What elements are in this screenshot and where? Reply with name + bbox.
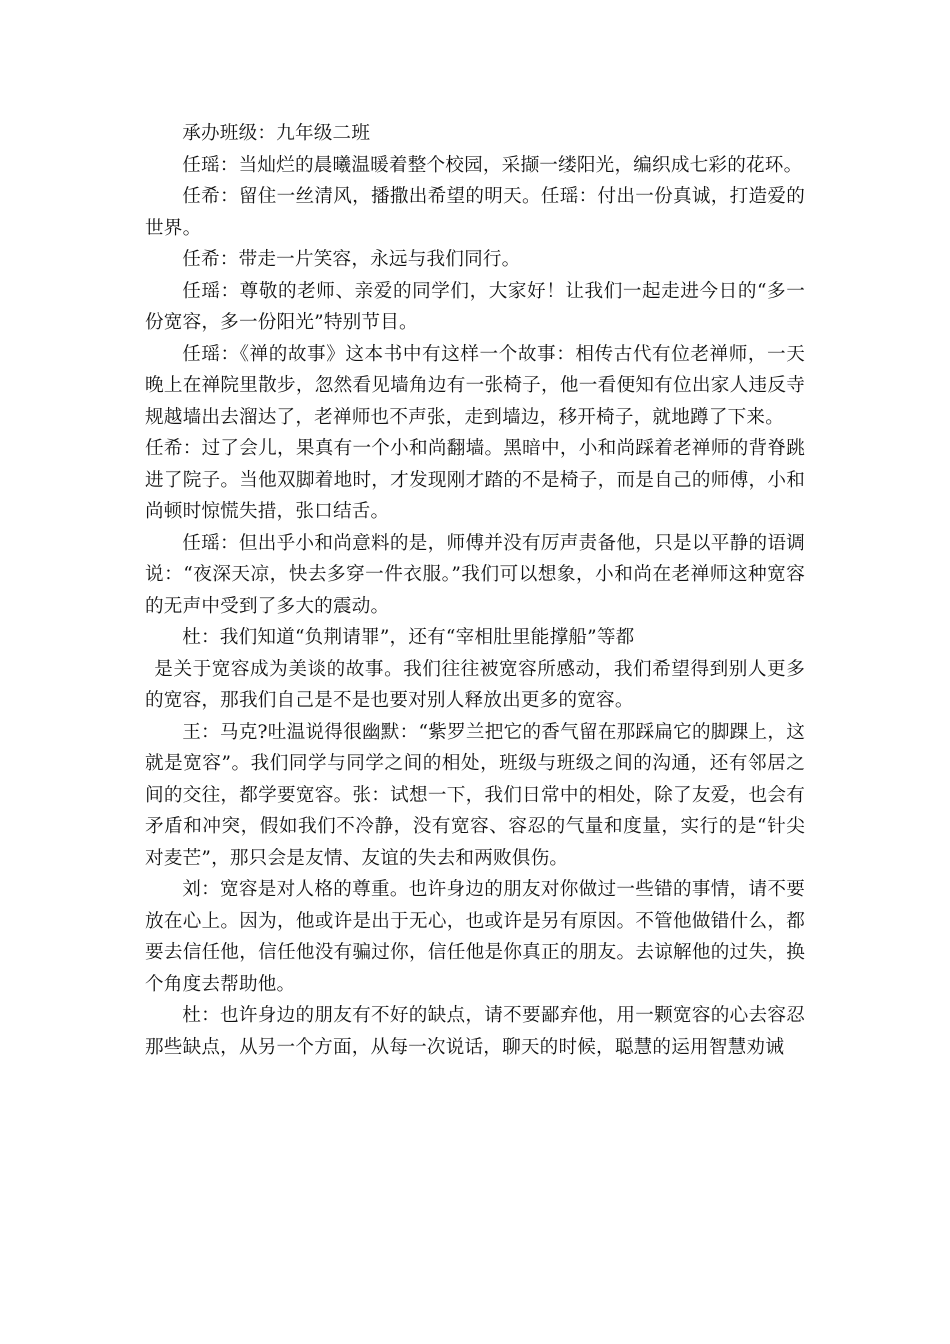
paragraph: 杜：我们知道“负荆请罪”，还有“宰相肚里能撑船”等都 xyxy=(182,627,635,648)
paragraph: 任希：过了会儿，果真有一个小和尚翻墙。黑暗中，小和尚踩着老禅师的背脊跳进了院子。当他双脚着地时，才发现刚才踏的不是椅子，而是自己的师傅，小和尚顿时惊慌失措，张口结舌。 xyxy=(145,438,805,522)
paragraph: 任瑶：《禅的故事》这本书中有这样一个故事：相传古代有位老禅师，一天晚上在禅院里散步，忽然看见墙角边有一张椅子，他一看便知有位出家人违反寺规越墙出去溜达了，老禅师也不声张，走到墙边，移开椅子，就地蹲了下来。 xyxy=(145,343,805,428)
paragraph: 任瑶：但出乎小和尚意料的是，师傅并没有厉声责备他，只是以平静的语调说：“夜深天凉，快去多穿一件衣服。”我们可以想象，小和尚在老禅师这种宽容的无声中受到了多大的震动。 xyxy=(145,532,805,617)
paragraph: 王：马克?吐温说得很幽默：“紫罗兰把它的香气留在那踩扁它的脚踝上，这就是宽容”。我们同学与同学之间的相处，班级与班级之间的沟通，还有邻居之间的交往，都学要宽容。张：试想一下，我们日常中的相处，除了友爱，也会有矛盾和冲突，假如我们不冷静，没有宽容、容忍的气量和度量，实行的是“针尖对麦芒”，那只会是友情、友谊的失去和两败俱伤。 xyxy=(145,721,805,869)
paragraph: 任希：留住一丝清风，播撒出希望的明天。任瑶：付出一份真诚，打造爱的世界。 xyxy=(145,186,805,239)
document-body xyxy=(145,118,805,1063)
paragraph: 任瑶：当灿烂的晨曦温暖着整个校园，采撷一缕阳光，编织成七彩的花环。 xyxy=(182,154,803,176)
paragraph: 刘：宽容是对人格的尊重。也许身边的朋友对你做过一些错的事情，请不要放在心上。因为，他或许是出于无心，也或许是另有原因。不管他做错什么，都要去信任他，信任他没有骗过你，信任他是你真正的朋友。去谅解他的过失，换个角度去帮助他。 xyxy=(145,879,805,995)
paragraph: 是关于宽容成为美谈的故事。我们往往被宽容所感动，我们希望得到别人更多的宽容，那我们自己是不是也要对别人释放出更多的宽容。 xyxy=(145,658,805,711)
paragraph-organizer: 承办班级：九年级二班 xyxy=(182,123,371,144)
paragraph: 杜：也许身边的朋友有不好的缺点，请不要鄙弃他，用一颗宽容的心去容忍那些缺点，从另一个方面，从每一次说话，聊天的时候，聪慧的运用智慧劝诫 xyxy=(145,1005,805,1058)
paragraph: 任希：带走一片笑容，永远与我们同行。 xyxy=(182,249,521,270)
paragraph: 任瑶：尊敬的老师、亲爱的同学们，大家好！让我们一起走进今日的“多一份宽容，多一份阳光”特别节目。 xyxy=(145,280,805,333)
